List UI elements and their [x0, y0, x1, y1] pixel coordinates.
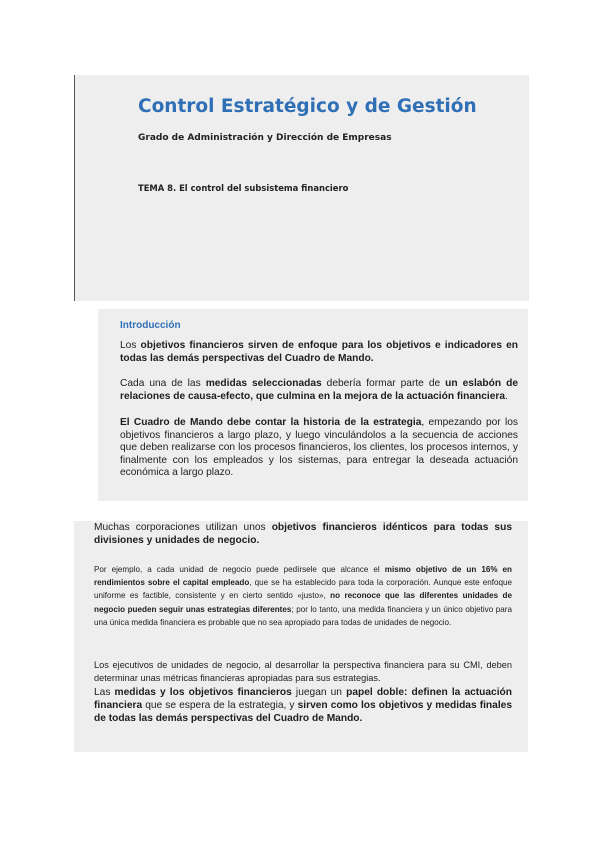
text-run: , empezando por los objetivos financieros a largo plazo, y luego vinculándolos a la secuencia de acciones que deben realizarse con los procesos financieros, los clientes, los procesos internos, y finalmente con los empleados y los sistemas, para entregar la deseada actuación económica a largo plazo.	[120, 417, 518, 479]
slide3-paragraph-2	[94, 563, 512, 629]
intro-paragraph-2	[120, 377, 518, 403]
text-run: objetivos financieros sirven de enfoque para los objetivos e indicadores en todas las demás perspectivas del Cuadro de Mando.	[120, 340, 518, 364]
text-run: ; por lo tanto, una medida financiera y un único objetivo para una única medida financiera es probable que no sea apropiado para todas de unidades de negocio.	[94, 604, 513, 627]
text-run: juegan un	[291, 687, 347, 698]
text-run: Los	[120, 340, 141, 351]
text-run: un eslabón de relaciones de causa-efecto, que culmina en la mejora de la actuación financiera	[120, 378, 518, 402]
intro-paragraph-3	[120, 417, 518, 480]
text-run: El Cuadro de Mando debe contar la historia de la estrategia	[120, 417, 422, 428]
slide3-paragraph-1	[94, 521, 512, 547]
text-run: Las	[94, 687, 115, 698]
text-run: Los ejecutivos de unidades de negocio, al desarrollar la perspectiva financiera para su CMI, deben determinar unas métricas financieras apropiadas para sus estrategias.	[94, 660, 512, 683]
document-title: Control Estratégico y de Gestión	[138, 96, 477, 117]
text-run: Cada una de las	[120, 378, 206, 389]
text-run: Muchas corporaciones utilizan unos	[94, 522, 272, 533]
text-run: sirven como los objetivos y medidas finales de todas las demás perspectivas del Cuadro de Mando.	[94, 700, 512, 724]
text-run: .	[505, 391, 508, 402]
intro-heading: Introducción	[120, 320, 181, 331]
text-run: objetivos financieros idénticos para todas sus divisiones y unidades de negocio.	[94, 522, 512, 546]
text-run: , que se ha establecido para toda la corporación. Aunque este enfoque uniforme es factible, consistente y en cierto sentido «justo»,	[94, 578, 512, 601]
text-run: que se espera de la estrategia, y	[142, 700, 298, 711]
slide3-paragraph-3	[94, 659, 512, 685]
intro-paragraph-1	[120, 339, 518, 365]
text-run: medidas seleccionadas	[205, 378, 322, 389]
text-run: no reconoce que las diferentes unidades de negocio pueden seguir unas estrategias diferentes	[94, 591, 512, 614]
degree-subtitle: Grado de Administración y Dirección de Empresas	[138, 133, 392, 143]
slide3-paragraph-4	[94, 686, 512, 725]
text-run: mismo objetivo de un 16% en rendimientos sobre el capital empleado	[94, 565, 513, 588]
topic-label: TEMA 8. El control del subsistema financiero	[138, 183, 349, 193]
text-run: Por ejemplo, a cada unidad de negocio puede pedírsele que alcance el	[94, 565, 385, 574]
text-run: medidas y los objetivos financieros	[114, 687, 292, 698]
text-run: debería formar parte de	[321, 378, 446, 389]
text-run: papel doble: definen la actuación financiera	[94, 687, 513, 711]
